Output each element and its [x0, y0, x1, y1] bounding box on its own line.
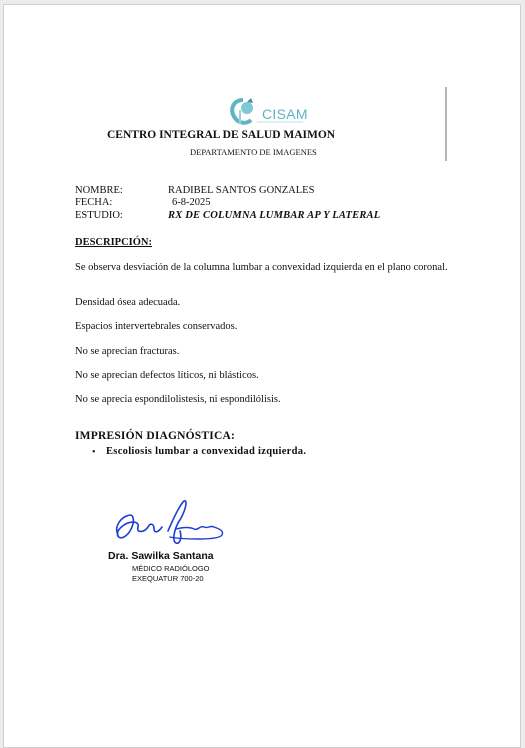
name-label: NOMBRE:	[75, 185, 123, 196]
bullet-icon: •	[92, 447, 96, 458]
description-title: DESCRIPCIÓN:	[75, 237, 153, 248]
logo-wordmark: CISAM	[262, 106, 308, 122]
handwritten-signature	[110, 497, 230, 549]
date-label: FECHA:	[75, 197, 113, 208]
finding-paragraph: No se aprecian fracturas.	[75, 346, 180, 357]
finding-paragraph: Se observa desviación de la columna lumbar a convexidad izquierda en el plano coronal.	[75, 262, 448, 273]
impression-title: IMPRESIÓN DIAGNÓSTICA:	[75, 430, 235, 442]
finding-paragraph: Densidad ósea adecuada.	[75, 297, 181, 308]
center-name: CENTRO INTEGRAL DE SALUD MAIMON	[107, 129, 336, 141]
doctor-role: MÉDICO RADIÓLOGO	[132, 564, 210, 573]
department-name: DEPARTAMENTO DE IMAGENES	[190, 147, 317, 157]
finding-paragraph: Espacios intervertebrales conservados.	[75, 321, 238, 332]
doctor-name: Dra. Sawilka Santana	[108, 550, 214, 562]
header-divider	[445, 87, 447, 161]
impression-item: Escoliosis lumbar a convexidad izquierda.	[106, 446, 307, 457]
report-page	[3, 4, 521, 748]
doctor-exequatur: EXEQUATUR 700-20	[132, 574, 204, 583]
date-value: 6-8-2025	[172, 197, 211, 208]
study-value: RX DE COLUMNA LUMBAR AP Y LATERAL	[168, 210, 381, 221]
name-value: RADIBEL SANTOS GONZALES	[168, 185, 315, 196]
finding-paragraph: No se aprecian defectos líticos, ni blásticos.	[75, 370, 259, 381]
finding-paragraph: No se aprecia espondilolistesis, ni espondilólisis.	[75, 394, 281, 405]
study-label: ESTUDIO:	[75, 210, 123, 221]
